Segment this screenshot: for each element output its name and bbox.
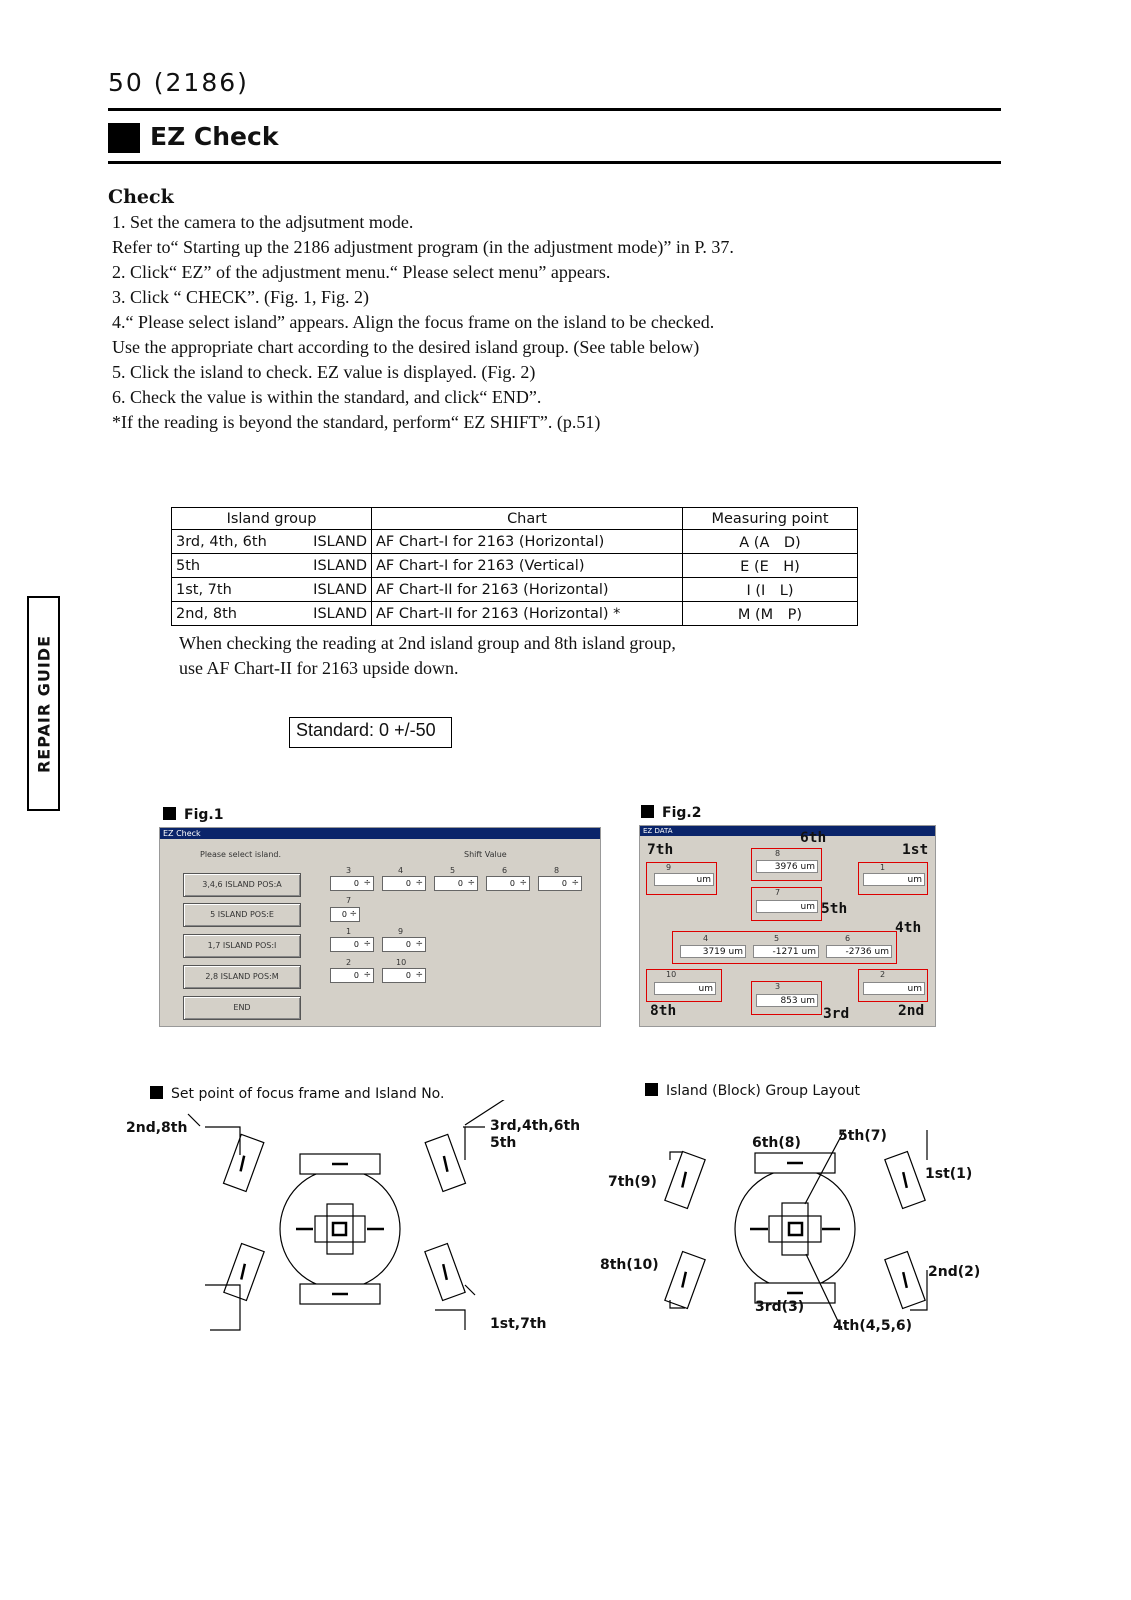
cell-number: 3 [775,982,781,991]
focus-frame-diagram [120,1100,590,1350]
value-text: -1271 [772,947,799,957]
cell-number: 7 [775,888,781,897]
cell-number: 10 [666,970,677,979]
point-cell: M (M P) [683,602,858,626]
label-8th-10: 8th(10) [600,1257,659,1273]
step-line: 3. Click “ CHECK”. (Fig. 1, Fig. 2) [112,287,369,307]
cell-value [753,945,819,958]
cell-number: 8 [775,849,781,858]
label-4th: 4th [895,920,922,936]
island-group-cell [172,554,372,578]
label-2nd-2: 2nd(2) [928,1264,981,1280]
label-3rd-4th-6th: 3rd,4th,6th [490,1118,581,1134]
island-pos-m-button[interactable]: 2,8 ISLAND POS:M [183,965,301,989]
top-right-island [425,1134,465,1191]
shift-spin-10[interactable]: 0 ÷ [382,968,426,983]
repair-guide-label: REPAIR GUIDE [34,634,53,773]
label-7th: 7th [647,842,674,858]
fig1-label-text: Fig.1 [184,807,224,823]
table-row [172,554,858,578]
step-line: Refer to“ Starting up the 2186 adjustment program (in the adjustment mode)” in P. 37. [112,237,734,257]
spin-label: 9 [398,927,404,936]
bottom-right-island [425,1243,465,1300]
label-4th-4-5-6: 4th(4,5,6) [833,1318,913,1334]
label-5th: 5th [821,901,848,917]
spin-label: 8 [554,866,560,875]
group-text: 1st, 7th [176,581,232,598]
cell-number: 4 [703,934,709,943]
table-row [172,578,858,602]
shift-spin-2[interactable]: 0 ÷ [330,968,374,983]
island-text: ISLAND [313,605,367,622]
cell-value [826,945,892,958]
island-group-cell [172,530,372,554]
label-1st-1: 1st(1) [925,1166,973,1182]
step-line: 1. Set the camera to the adjsutment mode. [112,212,414,232]
island-group-cell [172,602,372,626]
step-line: 2. Click“ EZ” of the adjustment menu.“ Please select menu” appears. [112,262,611,282]
chart-cell: AF Chart-I for 2163 (Vertical) [372,554,683,578]
square-bullet-icon [150,1086,163,1099]
header-rule [108,108,1001,111]
shift-spin-6[interactable]: 0 ÷ [486,876,530,891]
cell-number: 2 [880,970,886,979]
table-row [172,530,858,554]
island-text: ISLAND [313,557,367,574]
diagram-title-text: Set point of focus frame and Island No. [171,1086,445,1102]
spin-label: 6 [502,866,508,875]
spin-label: 5 [450,866,456,875]
repair-guide-tab [27,596,60,811]
top-left-island [223,1134,263,1191]
table-header-row [172,508,858,530]
diagram-title-text: Island (Block) Group Layout [666,1083,861,1099]
island-text: ISLAND [313,581,367,598]
spin-label: 2 [346,958,352,967]
ez-data-window [639,825,936,1027]
window-titlebar: EZ Check [160,828,600,839]
label-1st-7th: 1st,7th [490,1316,547,1332]
island-pos-i-button[interactable]: 1,7 ISLAND POS:I [183,934,301,958]
chart-cell: AF Chart-II for 2163 (Horizontal) [372,578,683,602]
island-group-layout-diagram [640,1130,973,1330]
cell-number: 9 [666,863,672,872]
unit-text: um [801,947,816,957]
page-number: 50 (2186) [108,68,249,97]
island-pos-a-button[interactable]: 3,4,6 ISLAND POS:A [183,873,301,897]
spin-label: 10 [396,958,407,967]
square-bullet-icon [163,807,176,820]
cell-number: 5 [774,934,780,943]
label-5th-7: 5th(7) [838,1128,887,1144]
label-8th: 8th [650,1003,677,1019]
chart-cell: AF Chart-II for 2163 (Horizontal) * [372,602,683,626]
spin-label: 3 [346,866,352,875]
island-layout-diagram-title [645,1083,860,1099]
step-line: *If the reading is beyond the standard, perform“ EZ SHIFT”. (p.51) [112,412,601,432]
group-text: 5th [176,557,201,574]
unit-text: um [907,984,922,994]
note-line: When checking the reading at 2nd island group and 8th island group, [179,633,676,653]
fig2-label [641,805,701,821]
island-text: ISLAND [313,533,367,550]
unit-text: um [874,947,889,957]
note-line: use AF Chart-II for 2163 upside down. [179,658,459,678]
cell-value [756,994,818,1007]
island-pos-e-button[interactable]: 5 ISLAND POS:E [183,903,301,927]
check-steps [112,212,734,437]
section-marker [108,123,140,153]
end-button[interactable]: END [183,996,301,1020]
label-6th: 6th [800,830,827,846]
cell-number: 1 [880,863,886,872]
cell-value [654,982,716,995]
shift-spin-3[interactable]: 0 ÷ [330,876,374,891]
step-line: 4.“ Please select island” appears. Align the focus frame on the island to be checked. [112,312,715,332]
group-text: 3rd, 4th, 6th [176,533,267,550]
point-cell: A (A D) [683,530,858,554]
fig1-label [163,807,223,823]
check-heading: Check [108,186,174,208]
square-bullet-icon [641,805,654,818]
unit-text: um [696,875,711,885]
shift-spin-1[interactable]: 0 ÷ [330,937,374,952]
island-chart-table [171,507,858,626]
unit-text: um [698,984,713,994]
cell-value [756,860,818,873]
label-3rd: 3rd [823,1006,850,1022]
cell-number: 6 [845,934,851,943]
cell-value [654,873,714,886]
cell-value [756,900,818,913]
group-text: 2nd, 8th [176,605,237,622]
label-2nd-8th: 2nd,8th [126,1120,188,1136]
shift-value-label: Shift Value [464,850,507,859]
table-header: Chart [372,508,683,530]
ez-check-window [159,827,601,1027]
step-line: 6. Check the value is within the standard, and click“ END”. [112,387,542,407]
shift-spin-8[interactable]: 0 ÷ [538,876,582,891]
table-header: Island group [172,508,372,530]
spin-label: 4 [398,866,404,875]
label-2nd: 2nd [898,1003,925,1019]
cell-value [863,982,925,995]
spin-label: 1 [346,927,352,936]
select-island-prompt: Please select island. [200,850,282,859]
value-text: 3719 [702,947,726,957]
label-3rd-3: 3rd(3) [755,1299,805,1315]
shift-spin-5[interactable]: 0 ÷ [434,876,478,891]
unit-text: um [800,996,815,1006]
point-cell: E (E H) [683,554,858,578]
label-1st: 1st [902,842,929,858]
unit-text: um [907,875,922,885]
value-text: 3976 [774,862,798,872]
square-bullet-icon [645,1083,658,1096]
shift-spin-9[interactable]: 0 ÷ [382,937,426,952]
unit-text: um [800,902,815,912]
shift-spin-7[interactable]: 0 ÷ [330,907,360,922]
section-rule [108,161,1001,164]
center-horizontal-frame [315,1216,365,1242]
island-group-cell [172,578,372,602]
value-text: 853 [780,996,798,1006]
value-text: -2736 [845,947,872,957]
step-line: 5. Click the island to check. EZ value is displayed. (Fig. 2) [112,362,536,382]
step-line: Use the appropriate chart according to the desired island group. (See table below) [112,337,700,357]
center-vertical-frame [327,1204,353,1254]
standard-box: Standard: 0 +/-50 [289,717,452,748]
label-7th-9: 7th(9) [608,1174,657,1190]
spin-label: 7 [346,896,352,905]
upside-down-note [179,633,676,683]
center-point [333,1223,346,1235]
label-5th: 5th [490,1135,517,1151]
point-cell: I (I L) [683,578,858,602]
fig2-label-text: Fig.2 [662,805,702,821]
chart-cell: AF Chart-I for 2163 (Horizontal) [372,530,683,554]
shift-spin-4[interactable]: 0 ÷ [382,876,426,891]
unit-text: um [728,947,743,957]
label-6th-8: 6th(8) [752,1135,801,1151]
table-row [172,602,858,626]
section-title: EZ Check [150,122,279,151]
unit-text: um [800,862,815,872]
cell-value [680,945,746,958]
window-titlebar: EZ DATA [640,826,935,836]
cell-value [863,873,925,886]
table-header: Measuring point [683,508,858,530]
bottom-left-island [224,1243,264,1300]
